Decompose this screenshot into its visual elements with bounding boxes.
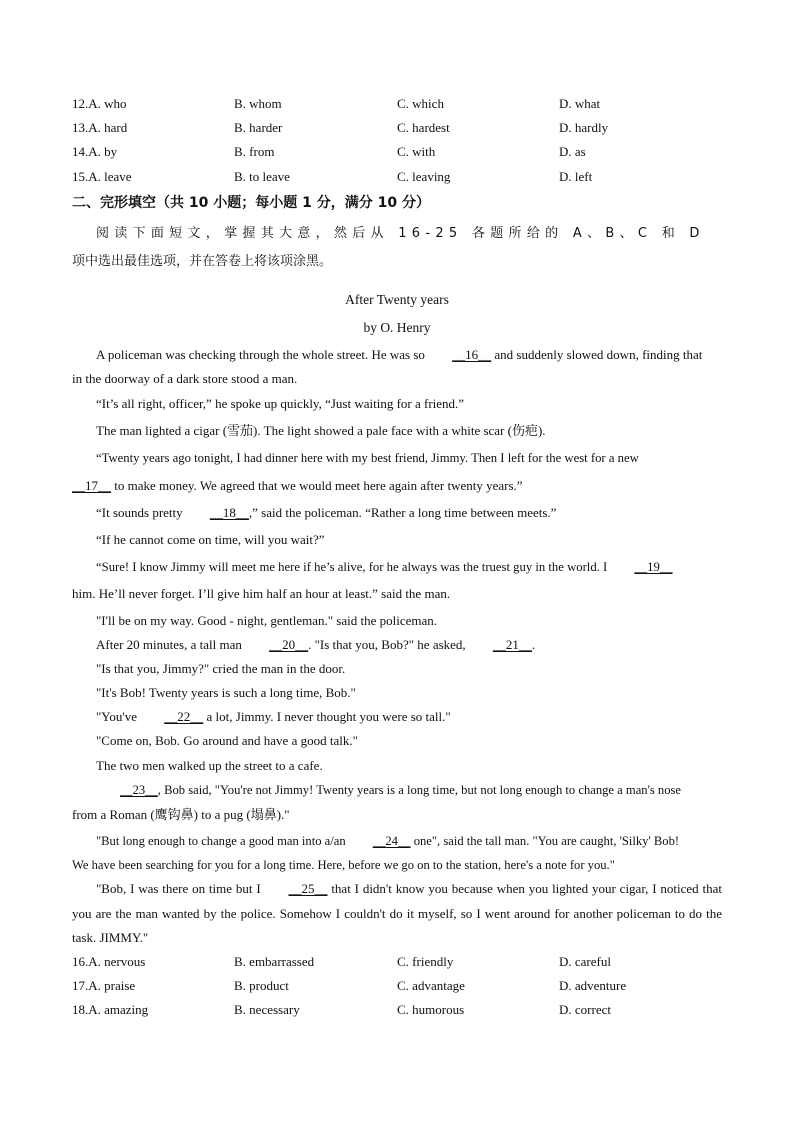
paragraph-15-line-1 — [72, 778, 722, 802]
paragraph-7-line-2: him. He’ll never forget. I’ll give him half an hour at least.” said the man. — [72, 586, 451, 601]
option-b: B. whom — [234, 96, 282, 111]
option-d: D. what — [559, 96, 601, 111]
paragraph-16-line-2: We have been searching for you for a long time. Here, before we go on to the station, here's a note for you." — [72, 858, 615, 872]
text: After 20 minutes, a tall man — [96, 637, 246, 652]
paragraph-14: The two men walked up the street to a cafe. — [96, 758, 323, 773]
paragraph-3: The man lighted a cigar (雪茄). The light showed a pale face with a white scar (伤疤). — [96, 423, 546, 438]
blank-24: __24__ — [372, 834, 411, 848]
text: a lot, Jimmy. I never thought you were so tall." — [203, 709, 451, 724]
option-a: 18.A. amazing — [72, 1002, 149, 1017]
option-c: C. which — [397, 96, 444, 111]
option-a: 13.A. hard — [72, 120, 128, 135]
option-b: B. to leave — [234, 169, 290, 184]
option-d: D. correct — [559, 1002, 611, 1017]
blank-21: __21__ — [492, 637, 532, 652]
paragraph-11: "It's Bob! Twenty years is such a long time, Bob." — [96, 685, 356, 700]
option-row-18 — [0, 999, 794, 1021]
option-row-16 — [0, 951, 794, 973]
option-a: 17.A. praise — [72, 978, 136, 993]
option-c: C. advantage — [397, 978, 465, 993]
text: “It sounds pretty — [96, 505, 186, 520]
paragraph-10: "Is that you, Jimmy?" cried the man in the door. — [96, 661, 346, 676]
option-d: D. careful — [559, 954, 611, 969]
paragraph-12 — [72, 705, 722, 729]
option-b: B. necessary — [234, 1002, 300, 1017]
text: that I didn't know you because when you lighted your cigar, I noticed that you are the man wanted by the police. Somehow I couldn't do it myself, so I went around for another policeman to do the task. JIMMY." — [72, 881, 722, 945]
option-d: D. hardly — [559, 120, 609, 135]
blank-20: __20__ — [269, 637, 309, 652]
option-a: 14.A. by — [72, 144, 118, 159]
option-a: 15.A. leave — [72, 169, 132, 184]
blank-16: __16__ — [452, 347, 492, 362]
text: ,” said the policeman. “Rather a long time between meets.” — [248, 505, 557, 520]
option-row-14 — [0, 141, 794, 163]
story-author: by O. Henry — [363, 320, 431, 335]
option-row-17 — [0, 975, 794, 997]
text: , Bob said, "You're not Jimmy! Twenty years is a long time, but not long enough to change a man's nose — [157, 783, 681, 797]
paragraph-8: "I'll be on my way. Good - night, gentleman." said the policeman. — [96, 613, 438, 628]
option-b: B. embarrassed — [234, 954, 315, 969]
option-b: B. from — [234, 144, 275, 159]
option-row-12 — [0, 93, 794, 115]
text: and suddenly slowed down, finding that — [491, 347, 703, 362]
paragraph-17 — [72, 877, 722, 951]
text: "You've — [96, 709, 141, 724]
option-c: C. hardest — [397, 120, 450, 135]
instruction-line-2: 项中选出最佳选项，并在答卷上将该项涂黑。 — [72, 254, 333, 269]
paragraph-4-line-2 — [72, 474, 722, 498]
paragraph-9 — [72, 633, 722, 657]
paragraph-16-line-1 — [72, 829, 722, 853]
text: A policeman was checking through the whole street. He was so — [96, 347, 429, 362]
blank-18: __18__ — [209, 505, 249, 520]
blank-23: __23__ — [120, 783, 158, 797]
option-c: C. with — [397, 144, 436, 159]
text: "But long enough to change a good man into a/an — [96, 834, 349, 848]
option-d: D. as — [559, 144, 586, 159]
option-a: 16.A. nervous — [72, 954, 146, 969]
section-title: 二、完形填空（共 10 小题；每小题 1 分，满分 10 分） — [72, 195, 430, 211]
option-b: B. product — [234, 978, 289, 993]
paragraph-5 — [72, 501, 722, 525]
instruction-line-1: 阅读下面短文，掌握其大意，然后从 16-25 各题所给的 A、B、C 和 D — [96, 226, 705, 241]
blank-17: __17__ — [72, 478, 111, 493]
text: "Bob, I was there on time but I — [96, 881, 265, 896]
blank-22: __22__ — [164, 709, 204, 724]
option-d: D. adventure — [559, 978, 627, 993]
paragraph-1-line-2: in the doorway of a dark store stood a man. — [72, 371, 298, 386]
option-c: C. friendly — [397, 954, 454, 969]
paragraph-2: “It’s all right, officer,” he spoke up quickly, “Just waiting for a friend.” — [96, 396, 465, 411]
text: . — [531, 637, 536, 652]
paragraph-4-line-1: “Twenty years ago tonight, I had dinner here with my best friend, Jimmy. Then I left for the west for a new — [96, 451, 639, 465]
text: to make money. We agreed that we would meet here again after twenty years.” — [111, 478, 523, 493]
option-row-13 — [0, 117, 794, 139]
paragraph-1-line-1 — [72, 343, 722, 367]
option-c: C. humorous — [397, 1002, 465, 1017]
option-b: B. harder — [234, 120, 283, 135]
paragraph-15-line-2: from a Roman (鹰钩鼻) to a pug (塌鼻)." — [72, 807, 290, 822]
story-title: After Twenty years — [345, 292, 449, 307]
text: . "Is that you, Bob?" he asked, — [308, 637, 469, 652]
paragraph-7-line-1 — [72, 555, 722, 579]
paragraph-6: “If he cannot come on time, will you wait?” — [96, 532, 325, 547]
paragraph-13: "Come on, Bob. Go around and have a good talk." — [96, 733, 358, 748]
option-row-15 — [0, 166, 794, 188]
option-c: C. leaving — [397, 169, 451, 184]
blank-19: __19__ — [634, 560, 673, 574]
text: one", said the tall man. "You are caught, 'Silky' Bob! — [410, 834, 680, 848]
blank-25: __25__ — [288, 881, 328, 896]
option-a: 12.A. who — [72, 96, 127, 111]
option-d: D. left — [559, 169, 593, 184]
text: “Sure! I know Jimmy will meet me here if he’s alive, for he always was the truest guy in the world. I — [96, 560, 611, 574]
